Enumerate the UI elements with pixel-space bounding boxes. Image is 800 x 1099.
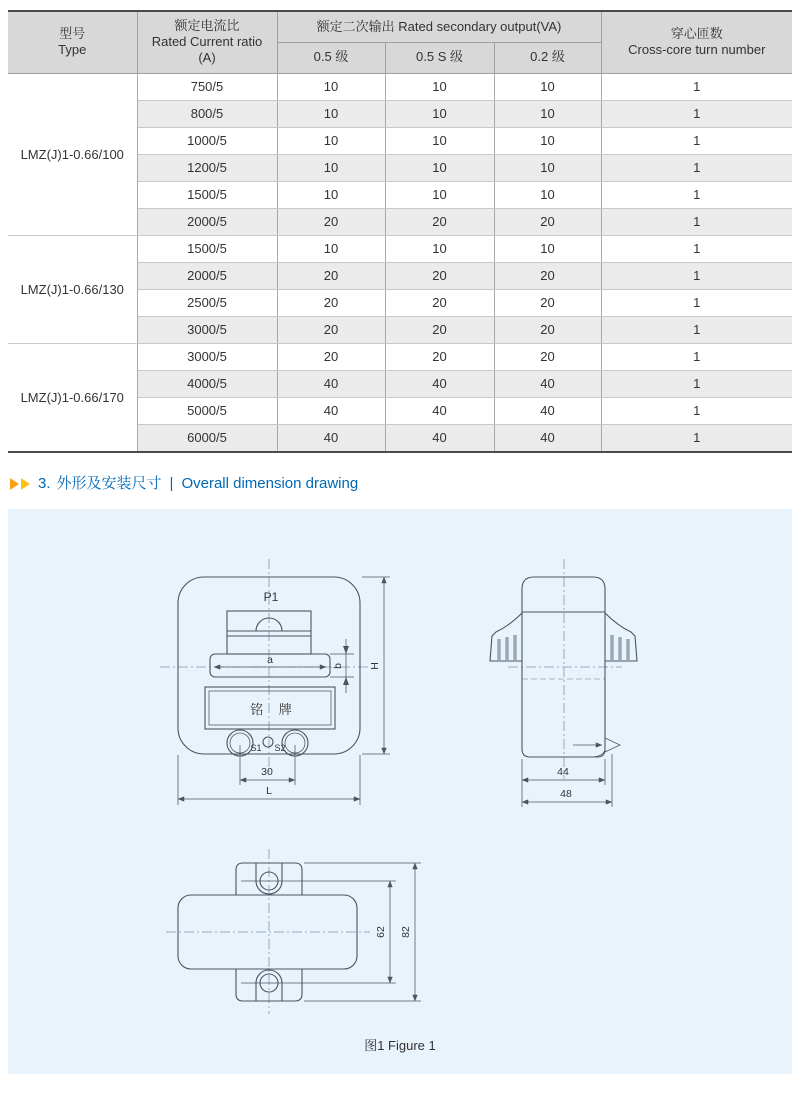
output-05s-cell: 40 [385,397,494,424]
turns-cell: 1 [601,208,792,235]
dim-82-label: 82 [400,925,412,938]
output-05-cell: 10 [277,181,385,208]
output-05-cell: 20 [277,316,385,343]
ratio-cell: 6000/5 [137,424,277,452]
output-02-cell: 10 [494,181,601,208]
turns-cell: 1 [601,343,792,370]
model-type-cell: LMZ(J)1-0.66/100 [8,73,137,235]
output-05s-cell: 20 [385,289,494,316]
table-body [8,73,792,452]
ratio-cell: 1500/5 [137,235,277,262]
table-row [8,343,792,370]
header-class-02: 0.2 级 [494,42,601,73]
dim-44-label: 44 [557,765,569,778]
output-02-cell: 20 [494,208,601,235]
turns-cell: 1 [601,262,792,289]
header-type-zh: 型号 [59,26,86,41]
header-class-05s: 0.5 S 级 [385,42,494,73]
output-05-cell: 40 [277,370,385,397]
output-05-cell: 10 [277,73,385,100]
output-05s-cell: 20 [385,316,494,343]
dim-b-label: b [332,662,344,669]
section-marker-icon [21,478,30,490]
ratio-cell: 3000/5 [137,343,277,370]
header-type [8,11,137,73]
output-05-cell: 10 [277,235,385,262]
output-05-cell: 10 [277,100,385,127]
ratio-cell: 2000/5 [137,262,277,289]
ratio-cell: 3000/5 [137,316,277,343]
figure-caption: 图1 Figure 1 [364,1037,436,1053]
output-05-cell: 10 [277,154,385,181]
output-05s-cell: 10 [385,100,494,127]
rated-output-table [8,10,792,453]
output-05-cell: 10 [277,127,385,154]
terminal-s1-label: S1 [250,742,262,753]
model-type-cell: LMZ(J)1-0.66/130 [8,235,137,343]
dim-arrow [343,646,349,654]
ratio-cell: 2500/5 [137,289,277,316]
output-05s-cell: 10 [385,73,494,100]
header-ratio-zh: 额定电流比 [174,17,240,33]
dim-a-label: a [267,653,273,666]
header-class-05: 0.5 级 [277,42,385,73]
dim-arrow [343,677,349,685]
header-turns [601,11,792,73]
output-05s-cell: 20 [385,262,494,289]
output-05-cell: 20 [277,289,385,316]
output-05s-cell: 20 [385,208,494,235]
output-02-cell: 10 [494,100,601,127]
dimension-drawing-panel [8,509,792,1074]
header-ratio-en: Rated Current ratio [151,34,263,50]
output-05s-cell: 40 [385,424,494,452]
output-02-cell: 40 [494,370,601,397]
turns-cell: 1 [601,397,792,424]
turns-cell: 1 [601,100,792,127]
turns-cell: 1 [601,289,792,316]
output-05s-cell: 40 [385,370,494,397]
section-title-en: Overall dimension drawing [181,474,359,492]
dim-30-label: 30 [261,765,273,778]
output-05s-cell: 10 [385,235,494,262]
output-05-cell: 20 [277,343,385,370]
dim-l-label: L [266,784,272,797]
output-05s-cell: 10 [385,127,494,154]
dim-62-label: 62 [375,925,387,938]
ratio-cell: 1200/5 [137,154,277,181]
output-02-cell: 20 [494,316,601,343]
turns-cell: 1 [601,73,792,100]
turns-cell: 1 [601,154,792,181]
nameplate-label: 铭 牌 [250,701,298,717]
table-row [8,235,792,262]
turns-cell: 1 [601,370,792,397]
dim-48-label: 48 [560,787,572,800]
output-05-cell: 20 [277,208,385,235]
model-type-cell: LMZ(J)1-0.66/170 [8,343,137,452]
output-05-cell: 20 [277,262,385,289]
turns-cell: 1 [601,127,792,154]
ratio-cell: 1500/5 [137,181,277,208]
output-02-cell: 20 [494,262,601,289]
turns-cell: 1 [601,316,792,343]
header-type-en: Type [58,42,87,58]
section-title-zh: 外形及安装尺寸 [56,474,162,492]
pointer-triangle [605,738,620,752]
header-ratio [137,11,277,73]
turns-cell: 1 [601,181,792,208]
terminal-s2-label: S2 [274,742,286,753]
output-05-cell: 40 [277,397,385,424]
output-02-cell: 20 [494,289,601,316]
head-outline [522,577,605,612]
ratio-cell: 4000/5 [137,370,277,397]
dim-h-label: H [369,661,381,670]
ratio-cell: 1000/5 [137,127,277,154]
ratio-cell: 800/5 [137,100,277,127]
front-view-drawing [160,559,390,805]
output-02-cell: 10 [494,154,601,181]
pointer-curve [593,750,605,757]
center-screw [263,737,273,747]
turns-cell: 1 [601,235,792,262]
header-ratio-unit: (A) [198,50,216,66]
output-02-cell: 10 [494,73,601,100]
ratio-cell: 750/5 [137,73,277,100]
table-row [8,73,792,100]
header-turns-zh: 穿心匝数 [670,26,723,41]
output-02-cell: 10 [494,235,601,262]
output-02-cell: 40 [494,397,601,424]
output-05s-cell: 10 [385,154,494,181]
table-header [8,11,792,73]
output-05s-cell: 20 [385,343,494,370]
side-view-drawing [490,559,637,807]
dimension-drawing [8,509,792,1024]
section-number: 3. [38,474,51,492]
section-separator: | [169,474,174,492]
ratio-cell: 2000/5 [137,208,277,235]
output-05-cell: 40 [277,424,385,452]
output-05s-cell: 10 [385,181,494,208]
body-outline [522,612,605,757]
section-heading [10,475,800,493]
output-02-cell: 40 [494,424,601,452]
spec-table-section [8,10,792,453]
ratio-cell: 5000/5 [137,397,277,424]
output-02-cell: 20 [494,343,601,370]
output-02-cell: 10 [494,127,601,154]
header-turns-en: Cross-core turn number [628,42,766,58]
header-output: 额定二次输出 Rated secondary output(VA) [277,11,601,42]
section-marker-icon [10,478,19,490]
bottom-view-drawing [166,849,421,1014]
turns-cell: 1 [601,424,792,452]
terminal-p1-label: P1 [263,589,279,604]
